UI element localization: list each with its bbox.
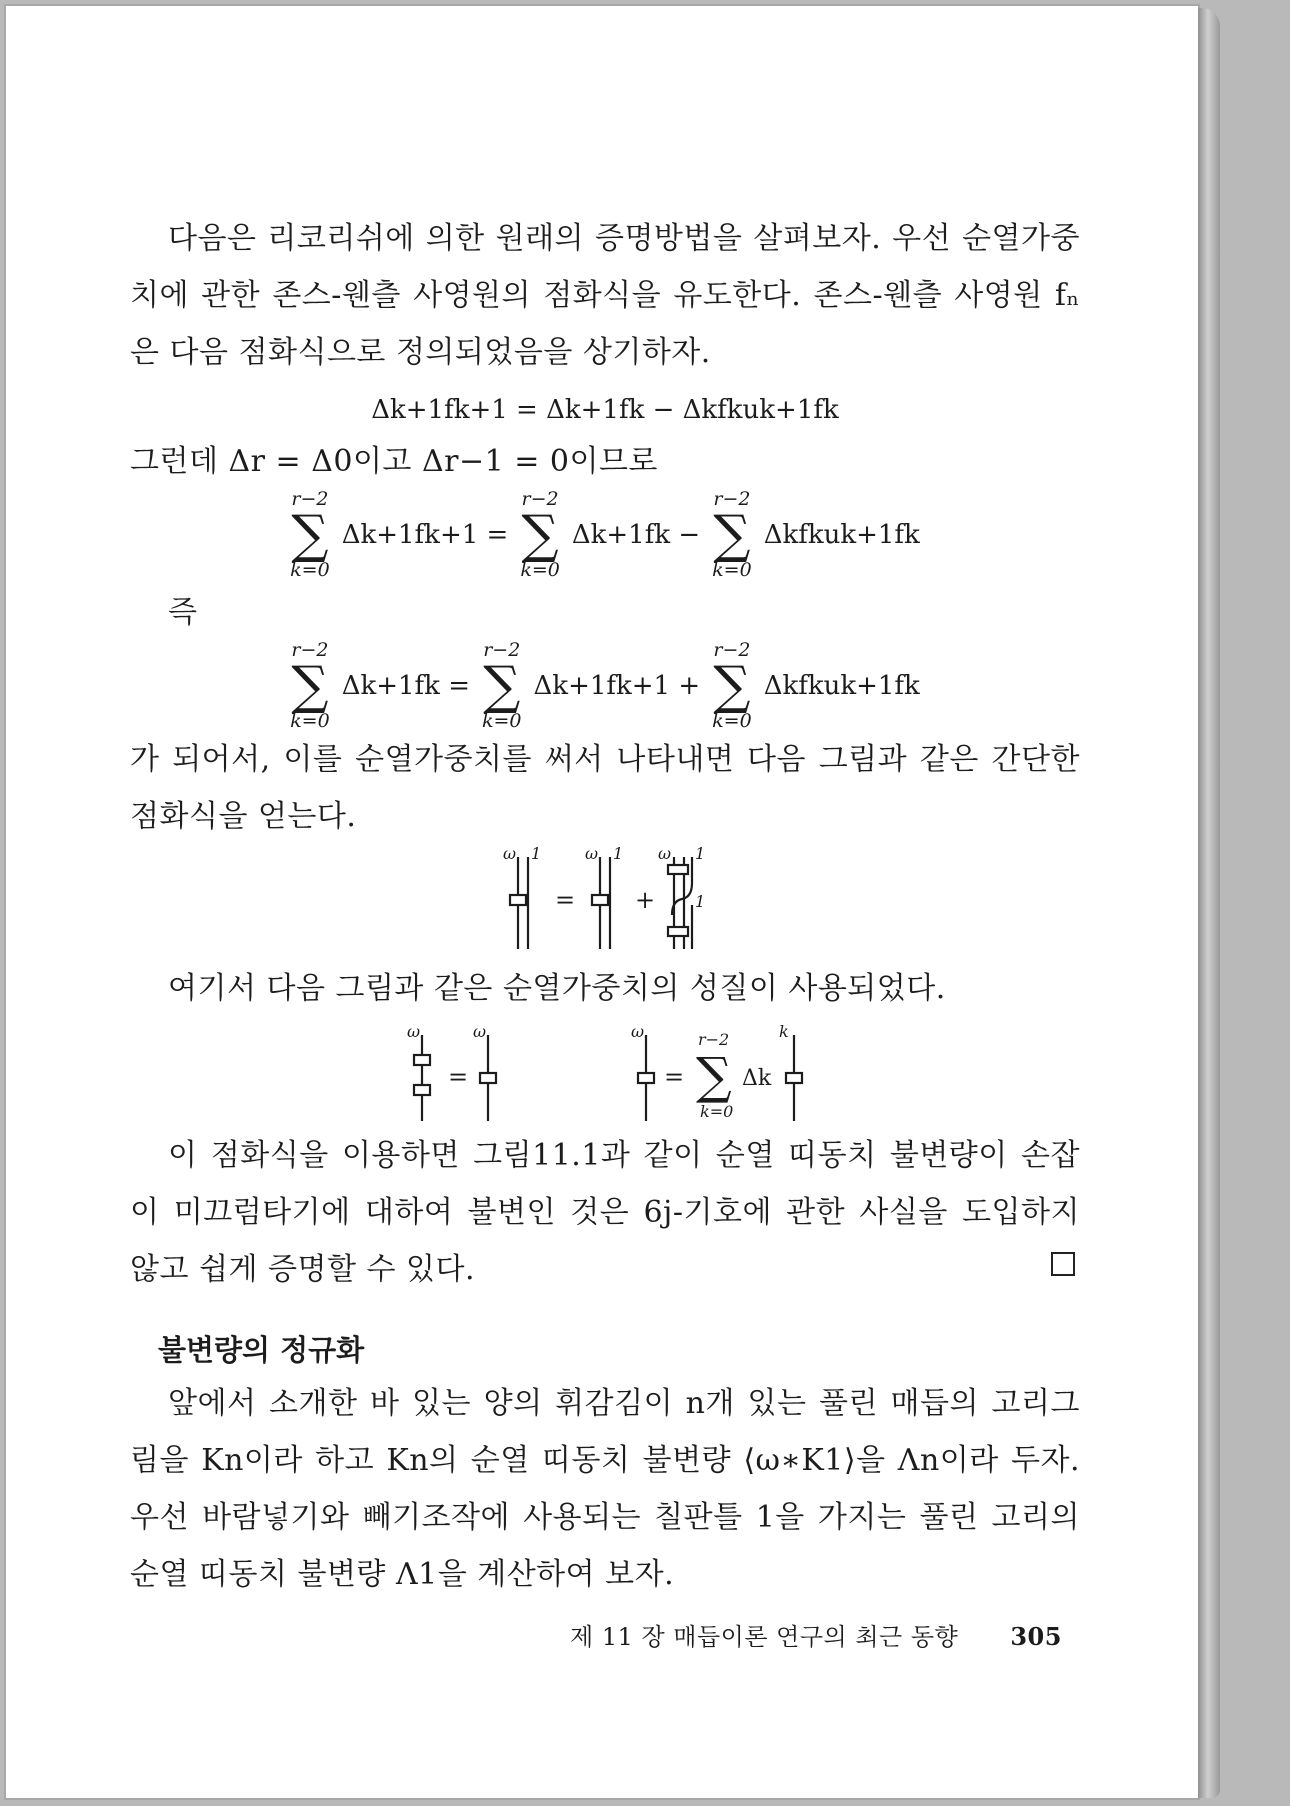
equation-sum-2: [130, 641, 1080, 731]
sum-term: Δkfkuk+1fk: [763, 671, 920, 701]
equation-recurrence: [130, 395, 1080, 425]
sum-symbol: r−2 ∑ k=0: [290, 488, 330, 581]
paragraph-normalization: 앞에서 소개한 바 있는 양의 휘감김이 n개 있는 풀린 매듭의 고리그림을 Kn이라 하고 Kn의 순열 띠동치 불변량 ⟨ω∗K1⟩을 Λn이라 두자. 우선 바람넣기와 빼기조작에 사용되는 칠판틀 1을 가지는 풀린 고리의 순열 띠동치 불변량 Λ1을 계산하여 보자.: [130, 1386, 1080, 1592]
page-content: [130, 210, 1080, 1603]
weight-property-diagram: [130, 1017, 1080, 1127]
omega-label: ω: [503, 845, 517, 863]
equation-recurrence-text: Δk+1fk+1 = Δk+1fk − Δkfkuk+1fk: [371, 395, 839, 425]
equals-sign: =: [555, 886, 576, 914]
page-number: 305: [1010, 1622, 1062, 1651]
word-namely: 즉: [168, 595, 198, 630]
one-label: 1: [613, 845, 624, 863]
paragraph-property: 여기서 다음 그림과 같은 순열가중치의 성질이 사용되었다.: [168, 971, 946, 1006]
equals-sign: =: [448, 1063, 469, 1091]
paragraph-result: 가 되어서, 이를 순열가중치를 써서 나타내면 다음 그림과 같은 간단한 점화식을 얻는다.: [130, 742, 1080, 834]
paragraph-intro: 다음은 리코리쉬에 의한 원래의 증명방법을 살펴보자. 우선 순열가중치에 관한 존스-웬츨 사영원의 점화식을 유도한다. 존스-웬츨 사영원 fₙ은 다음 점화식으로 정의되었음을 상기하자.: [130, 221, 1080, 370]
sum-symbol: r−2 ∑ k=0: [712, 639, 752, 732]
delta-k: Δk: [742, 1066, 772, 1091]
sum-term: Δkfkuk+1fk: [763, 520, 920, 550]
footer-chapter-title: 제 11 장 매듭이론 연구의 최근 동향: [570, 1623, 959, 1651]
sigma-lower: k=0: [700, 1102, 734, 1121]
paragraph-conclusion: 이 점화식을 이용하면 그림11.1과 같이 순열 띠동치 불변량이 손잡이 미끄럼타기에 대하여 불변인 것은 6j-기호에 관한 사실을 도입하지 않고 쉽게 증명할 수 있다.: [130, 1138, 1080, 1287]
sigma-upper: r−2: [698, 1030, 730, 1049]
one-label: 1: [695, 845, 706, 863]
plus-sign: +: [635, 886, 656, 914]
sum-symbol: r−2 ∑ k=0: [482, 639, 522, 732]
sum-symbol: r−2 ∑ k=0: [712, 488, 752, 581]
equation-sum-1: [130, 490, 1080, 580]
k-label: k: [779, 1022, 789, 1041]
page-edge: [1198, 8, 1220, 1798]
sum-term: Δk+1fk −: [571, 520, 701, 550]
sum-term: Δk+1fk+1 +: [533, 671, 701, 701]
page-footer: [570, 1617, 1062, 1652]
sum-symbol: r−2 ∑ k=0: [290, 639, 330, 732]
equals-sign: =: [664, 1063, 685, 1091]
sum-symbol: r−2 ∑ k=0: [520, 488, 560, 581]
omega-label: ω: [473, 1022, 487, 1041]
omega-label: ω: [631, 1022, 645, 1041]
omega-label: ω: [585, 845, 599, 863]
qed-box: [1051, 1252, 1075, 1276]
one-label: 1: [531, 845, 542, 863]
jones-wenzl-recurrence-diagram: [130, 845, 1080, 960]
section-heading: 불변량의 정규화: [158, 1333, 365, 1367]
paragraph-condition: 그런데 Δr = Δ0이고 Δr−1 = 0이므로: [130, 444, 658, 479]
omega-label: ω: [658, 845, 672, 863]
omega-label: ω: [407, 1022, 421, 1041]
sum-symbol: ∑: [696, 1047, 732, 1105]
sum-term: Δk+1fk =: [341, 671, 470, 701]
one-label: 1: [695, 892, 706, 911]
sum-term: Δk+1fk+1 =: [341, 520, 509, 550]
